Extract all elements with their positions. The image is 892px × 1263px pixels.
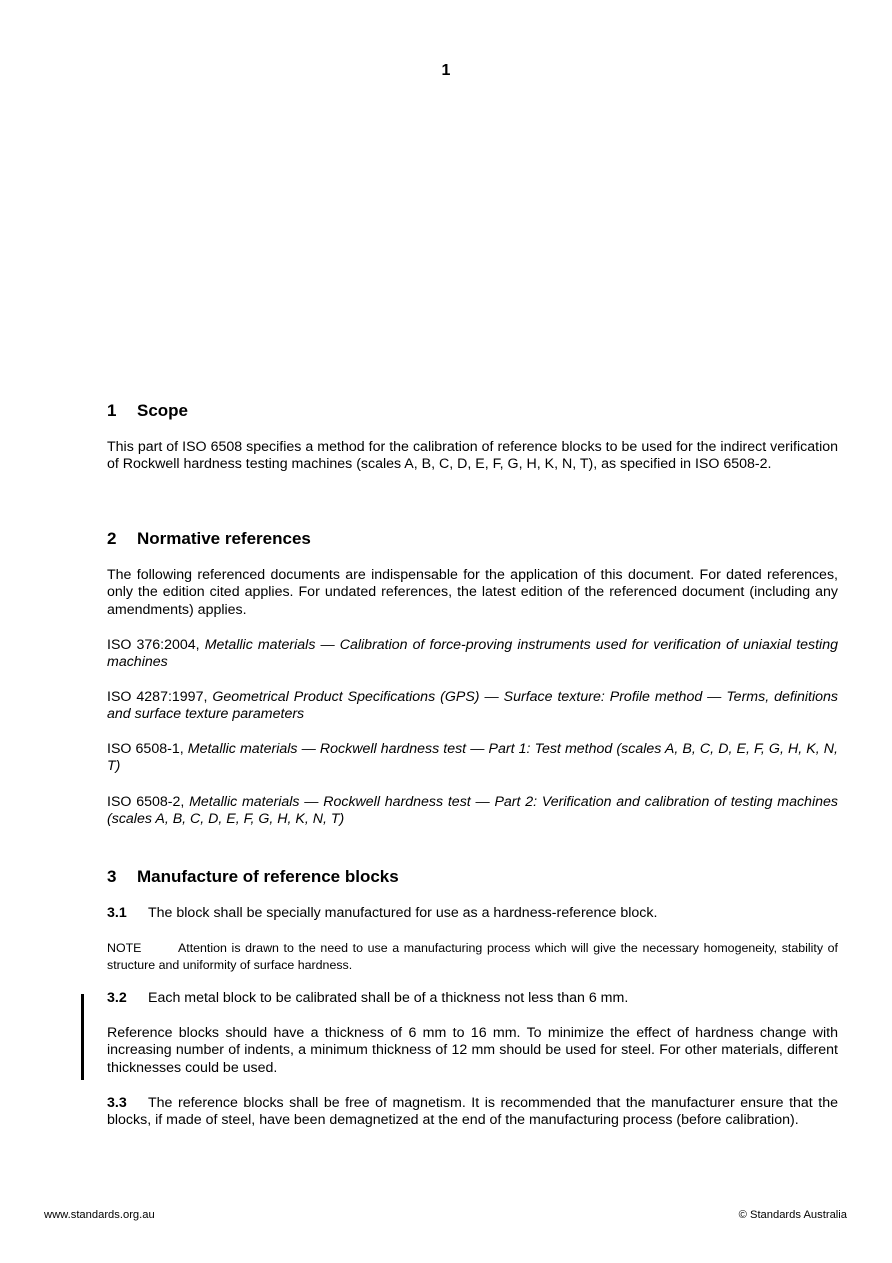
section-title: Scope: [137, 401, 189, 420]
reference-code: ISO 6508-2,: [107, 794, 185, 810]
clause-text: Each metal block to be calibrated shall be of a thickness not less than 6 mm.: [148, 990, 629, 1006]
section-title: Manufacture of reference blocks: [137, 867, 399, 886]
clause-text: The block shall be specially manufactured for use as a hardness-reference block.: [148, 905, 658, 921]
reference-item: [107, 794, 838, 829]
clause-number: 3.2: [107, 990, 127, 1006]
note: [107, 940, 838, 973]
clause-3-2: [107, 990, 838, 1007]
scope-paragraph: This part of ISO 6508 specifies a method for the calibration of reference blocks to be used for the indirect verification of Rockwell hardness testing machines (scales A, B, C, D, E, F, G, H, K, N, T), as specified in ISO 6508-2.: [107, 439, 838, 473]
reference-item: [107, 637, 838, 672]
footer-copyright: © Standards Australia: [738, 1209, 847, 1221]
clause-number: 3.1: [107, 905, 127, 921]
section-number: 2: [107, 529, 117, 548]
reference-title: Geometrical Product Specifications (GPS) — Surface texture: Profile method — Terms, definitions and surface texture parameters: [107, 689, 838, 723]
note-label: NOTE: [107, 941, 142, 955]
clause-3-3: [107, 1095, 838, 1130]
section-heading-scope: [107, 401, 188, 421]
normative-intro-paragraph: The following referenced documents are indispensable for the application of this document. For dated references, only the edition cited applies. For undated references, the latest edition of the referenced document (including any amendments) applies.: [107, 567, 838, 618]
reference-code: ISO 4287:1997,: [107, 689, 208, 705]
reference-code: ISO 6508-1,: [107, 741, 184, 757]
reference-title: Metallic materials — Rockwell hardness test — Part 2: Verification and calibration of testing machines (scales A, B, C, D, E, F, G, H, K, N, T): [107, 794, 838, 828]
clause-3-2-paragraph: Reference blocks should have a thickness of 6 mm to 16 mm. To minimize the effect of hardness change with increasing number of indents, a minimum thickness of 12 mm should be used for steel. For other materials, different thicknesses could be used.: [107, 1025, 838, 1076]
clause-number: 3.3: [107, 1095, 127, 1111]
footer-website: www.standards.org.au: [44, 1209, 155, 1221]
reference-title: Metallic materials — Calibration of force-proving instruments used for verification of uniaxial testing machines: [107, 637, 838, 671]
reference-item: [107, 741, 838, 776]
section-number: 3: [107, 867, 117, 886]
section-heading-manufacture: [107, 867, 399, 887]
note-text: Attention is drawn to the need to use a manufacturing process which will give the necessary homogeneity, stability of structure and uniformity of surface hardness.: [107, 941, 838, 972]
reference-code: ISO 376:2004,: [107, 637, 200, 653]
section-title: Normative references: [137, 529, 311, 548]
reference-title: Metallic materials — Rockwell hardness test — Part 1: Test method (scales A, B, C, D, E, F, G, H, K, N, T): [107, 741, 838, 775]
section-number: 1: [107, 401, 117, 420]
clause-3-1: [107, 905, 838, 922]
section-heading-normative-references: [107, 529, 311, 549]
clause-text: The reference blocks shall be free of magnetism. It is recommended that the manufacturer ensure that the blocks, if made of steel, have been demagnetized at the end of the manufacturing process (before calibration).: [107, 1095, 838, 1129]
change-bar: [81, 994, 84, 1080]
page-number: 1: [441, 62, 451, 79]
reference-item: [107, 689, 838, 724]
